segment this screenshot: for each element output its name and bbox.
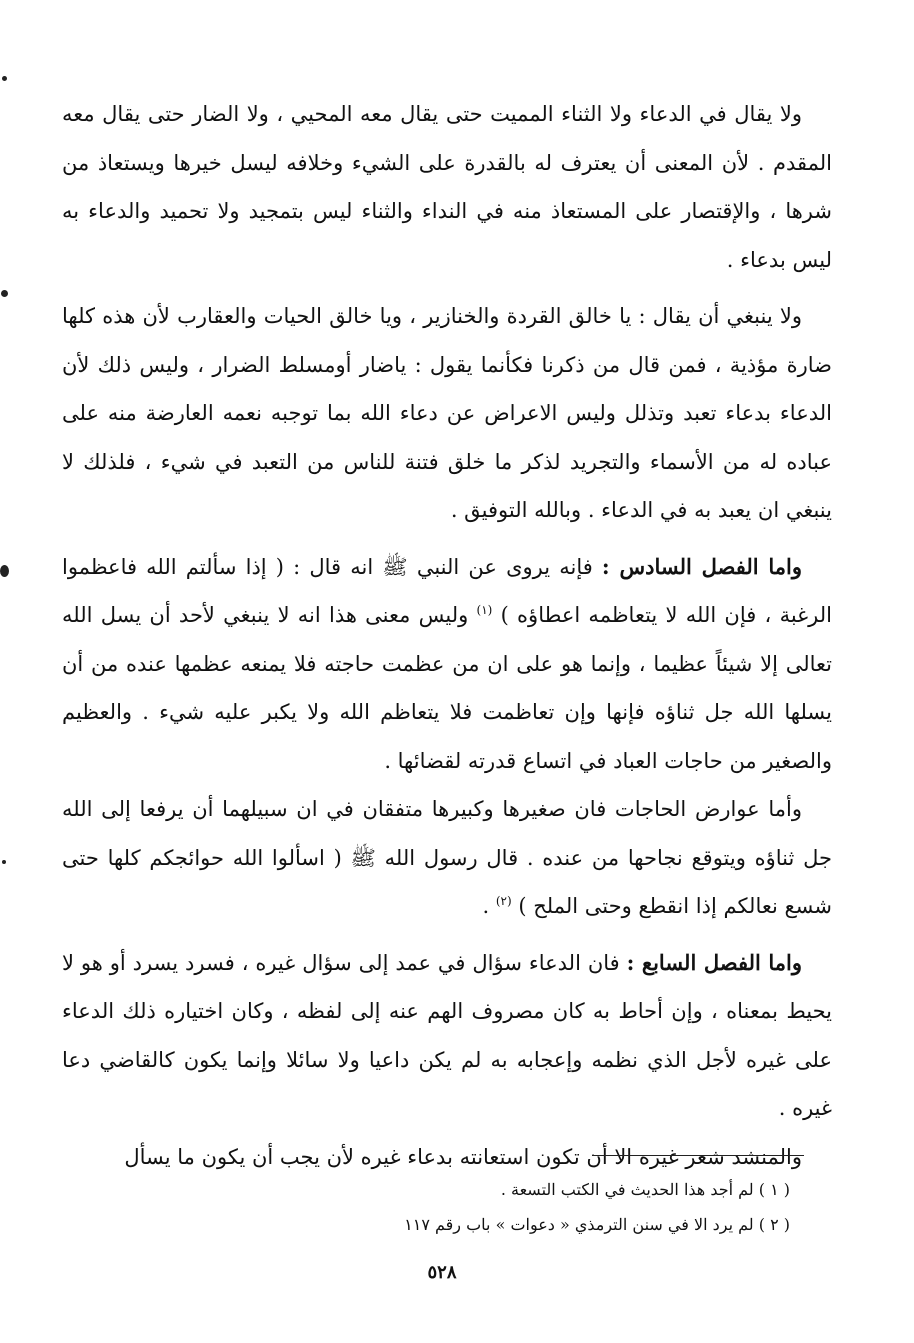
section-heading: واما الفصل السابع : [626,949,802,975]
paragraph [62,939,832,1133]
paragraph-text: ولا ينبغي أن يقال : يا خالق القردة والخنازير ، ويا خالق الحيات والعقارب لأن هذه كلها ضارة مؤذية ، فمن قال من ذكرنا فكأنما يقول : ياضار أومسلط الضرار ، وليس ذلك لأن الدعاء بدعاء تعبد وتذلل وليس الاعراض عن دعاء الله بما توجبه نعمه العارضة منه على عباده له من الأسماء والتجريد لذكر ما خلق فتنة للناس من التعبد في شيء ، فلذلك لا ينبغي ان يعبد به في الدعاء . وبالله التوفيق . [62,304,832,522]
body-text [62,90,832,1181]
paragraph [62,292,832,535]
paragraph [62,785,832,931]
footnotes [340,1172,790,1242]
paragraph [62,90,832,284]
scan-speck [0,565,9,577]
scan-speck [1,290,8,297]
paragraph-text: والمنشد شعر غيره الا أن تكون استعانته بدعاء غيره لأن يجب أن يكون ما يسأل [124,1144,802,1169]
page-number: ٥٢٨ [427,1262,457,1283]
paragraph-text: وليس معنى هذا انه لا ينبغي لأحد أن يسل الله تعالى إلا شيئاً عظيما ، وإنما هو على ان من عظمت حاجته فلا يمنعه عظمها عنده من أن يسلها الله جل ثناؤه فإنها وإن تعاظمت فلا يتعاظم الله ولا يكبر عليه شيء . والعظيم والصغير من حاجات العباد في اتساع قدرته لقضائها . [62,603,832,773]
footnote-marker: (١) [476,603,493,617]
footnote-divider [592,1155,804,1156]
section-heading: واما الفصل السادس : [601,553,802,579]
scan-speck [2,860,6,864]
footnote-marker: (٢) [495,894,512,908]
paragraph-text: ولا يقال في الدعاء ولا الثناء المميت حتى يقال معه المحيي ، ولا الضار حتى يقال معه المقدم . لأن المعنى أن يعترف له بالقدرة على الشيء وخلافه ليسل خيرها ويستعاذ من شرها ، والإقتصار على المستعاذ منه في النداء والثناء ليس بتمجيد ولا تحميد والدعاء به ليس بدعاء . [62,102,832,272]
paragraph [62,543,832,786]
footnote: ( ٢ ) لم يرد الا في سنن الترمذي « دعوات » باب رقم ١١٧ [404,1215,790,1234]
paragraph-text: فان الدعاء سؤال في عمد إلى سؤال غيره ، فسرد يسرد أو هو لا يحيط بمعناه ، وإن أحاط به كان مصروف الهم عنه إلى لفظه ، وكان اختياره ذلك الدعاء على غيره لأجل الذي نظمه وإعجابه به لم يكن داعيا ولا سائلا وإنما يكون كالقاضي دعا غيره . [62,950,832,1120]
paragraph-text: وأما عوارض الحاجات فان صغيرها وكبيرها متفقان في ان سبيلهما أن يرفعا إلى الله جل ثناؤه ويتوقع نجاحها من عنده . قال رسول الله ﷺ ( اسألوا الله حوائجكم كلها حتى شسع نعالكم إذا انقطع وحتى الملح ) [62,797,832,918]
footnote: ( ١ ) لم أجد هذا الحديث في الكتب التسعة . [500,1180,790,1199]
scan-speck [2,76,7,81]
paragraph-text: . [482,894,496,918]
paragraph-text: فإنه يروى عن النبي ﷺ انه قال : ( إذا سألتم الله فاعظموا الرغبة ، فإن الله لا يتعاظمه اعطاؤه ) [62,554,832,627]
